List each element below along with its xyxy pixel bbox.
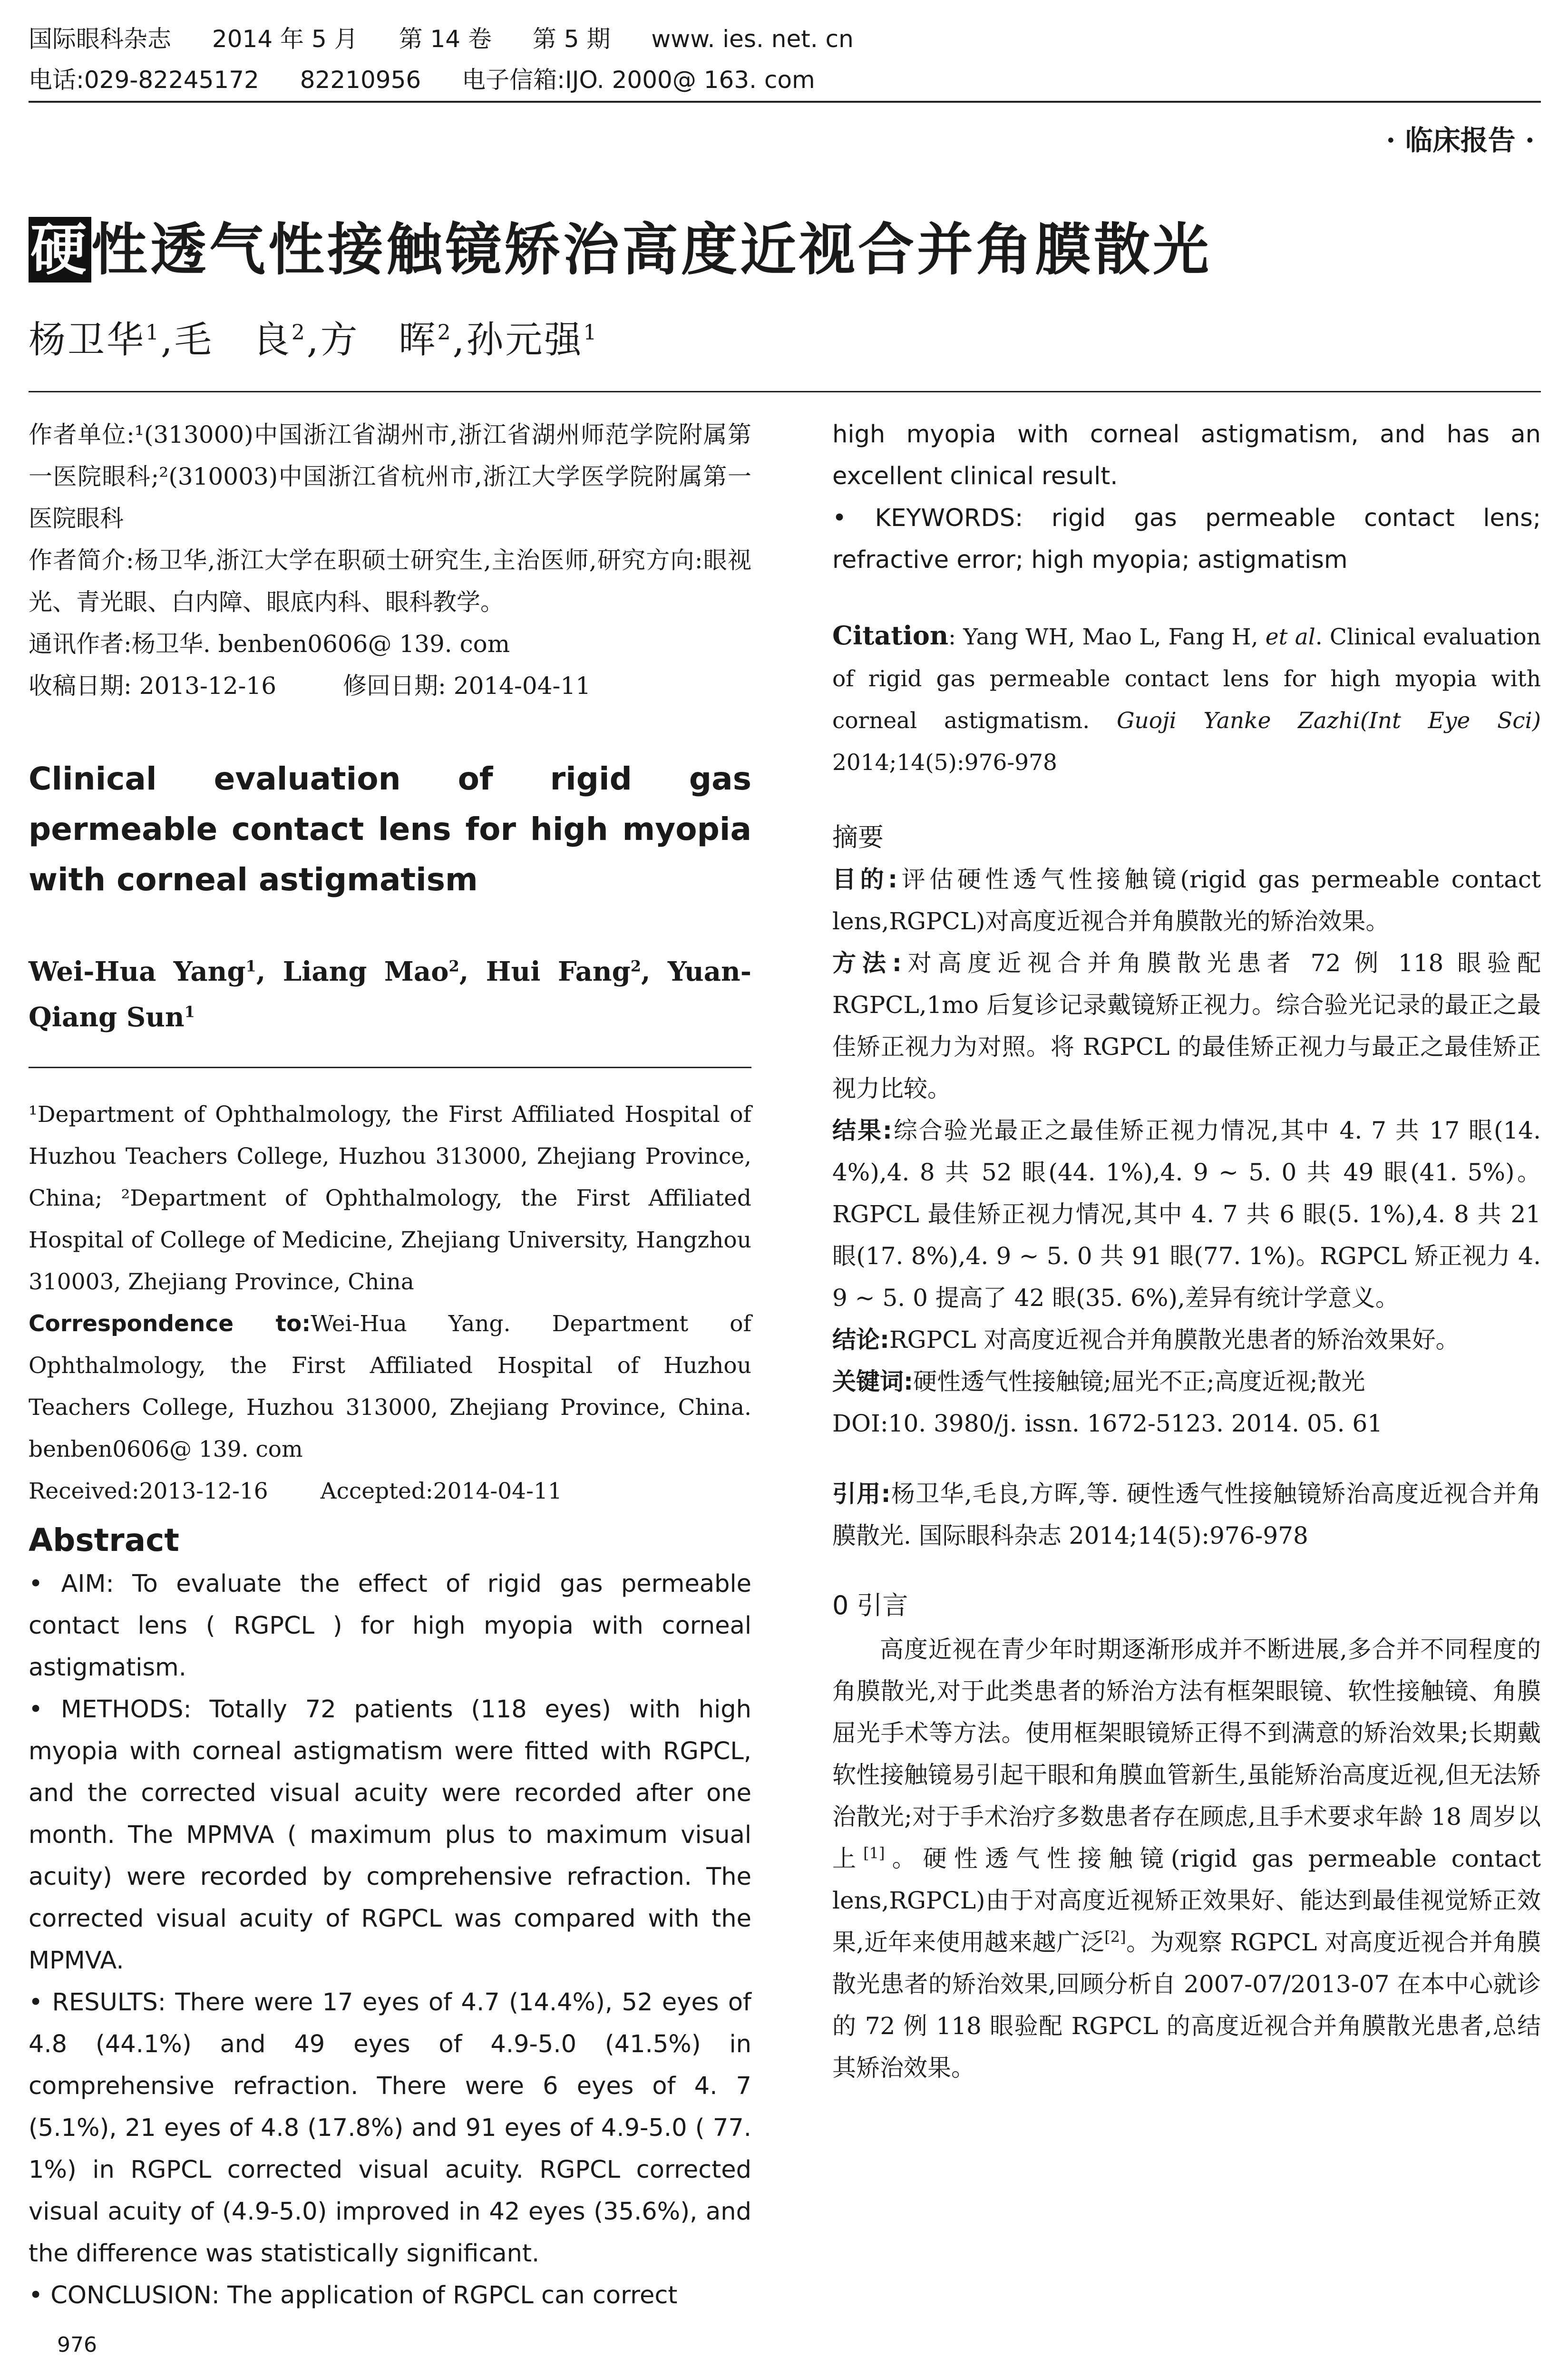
title-en: Clinical evaluation of rigid gas permeable contact lens for high myopia with corneal astigmatism [29,760,751,898]
abstract-methods: • METHODS: Totally 72 patients (118 eyes) with high myopia with corneal astigmatism were fitted with RGPCL, and the corrected visual acuity were recorded after one month. The MPMVA ( maximum plus to maximum visual acuity) were recorded by comprehensive refraction. The corrected visual acuity of RGPCL was compared with the MPMVA. [29,1695,751,1975]
dates-cn [29,665,751,707]
author-cn-3-sup: 2 [437,321,453,345]
intro-text-1: 高度近视在青少年时期逐渐形成并不断进展,多合并不同程度的角膜散光,对于此类患者的矫治方法有框架眼镜、软性接触镜、角膜屈光手术等方法。使用框架眼镜矫正得不到满意的矫治效果;长期戴软性接触镜易引起干眼和角膜血管新生,虽能矫治高度近视,但无法矫治散光;对于手术治疗多数患者存在顾虑,且手术要求年龄 18 周岁以上 [832,1636,1541,1872]
results-label-cn: 结果: [832,1117,892,1144]
aim-label-cn: 目的: [832,866,898,893]
methods-text-cn: 对高度近视合并角膜散光患者 72 例 118 眼验配 RGPCL,1mo 后复诊记录戴镜矫正视力。综合验光记录的最正之最佳矫正视力为对照。将 RGPCL 的最佳矫正视力与最正之最佳矫正视力比较。 [832,949,1541,1102]
received-date-cn: 收稿日期: 2013-12-16 [29,672,277,700]
affiliation-en-block [29,1094,751,1512]
methods-label-cn: 方法: [832,949,902,977]
author-en-3-sup: 2 [630,957,642,975]
correspondence-en-label: Correspondence to: [29,1311,311,1337]
correspondence-en [29,1303,751,1471]
citation-journal: Guoji Yanke Zazhi(Int Eye Sci) [1116,708,1541,734]
volume: 第 14 卷 [399,25,492,53]
authors-en [29,949,751,1040]
results-text-cn: 综合验光最正之最佳矫正视力情况,其中 4. 7 共 17 眼(14. 4%),4. 8 共 52 眼(44. 1%),4. 9 ~ 5. 0 共 49 眼(41. 5%)。RGPCL 最佳矫正视力情况,其中 4. 7 共 6 眼(5. 1%),4. 8 共 21 眼(17. 8%),4. 9 ~ 5. 0 共 91 眼(77. 1%)。RGPCL 矫正视力 4. 9 ~ 5. 0 提高了 42 眼(35. 6%),差异有统计学意义。 [832,1117,1541,1312]
citation-cn [832,1473,1541,1557]
citation-text-2: . Clinical evaluation of rigid gas permeable contact lens for high myopia with corneal astigmatism. [832,624,1541,734]
page-number: 976 [57,2333,97,2357]
author-cn-1: 杨卫华 [29,319,146,361]
ref-2-link[interactable]: [2] [1104,1928,1126,1946]
abstract-conclusion-end: high myopia with corneal astigmatism, and has an excellent clinical result. [832,420,1541,490]
affiliation-divider [29,1067,751,1068]
author-intro-cn: 作者简介:杨卫华,浙江大学在职硕士研究生,主治医师,研究方向:眼视光、青光眼、白内障、眼底内科、眼科教学。 [29,546,751,616]
affiliation-en: ¹Department of Ophthalmology, the First Affiliated Hospital of Huzhou Teachers College, Huzhou 313000, Zhejiang Province, China; ²Department of Ophthalmology, the First Affiliated Hospital of College of Medicine, Zhejiang University, Hangzhou 310003, Zhejiang Province, China [29,1101,751,1295]
author-en-3: , Hui Fang [459,956,631,987]
keywords-text-cn: 硬性透气性接触镜;屈光不正;高度近视;散光 [913,1368,1365,1395]
intro-text-3: 。为观察 RGPCL 对高度近视合并角膜散光患者的矫治效果,回顾分析自 2007-07/2013-07 在本中心就诊的 72 例 118 眼验配 RGPCL 的高度近视合并角膜散光患者,总结其矫治效果。 [832,1929,1541,2082]
abstract-cn-conclusion [832,1319,1541,1361]
conclusion-label-cn: 结论: [832,1326,889,1354]
correspondence-cn: 通讯作者:杨卫华. benben0606@ 139. com [29,630,510,658]
accepted-date-en: Accepted:2014-04-11 [320,1478,562,1504]
title-cn [29,205,1212,285]
abstract-conclusion-start: • CONCLUSION: The application of RGPCL can correct [29,2281,678,2309]
citation-label: Citation [832,620,949,651]
citation-text: : Yang WH, Mao L, Fang H, [948,624,1266,650]
author-cn-4-sup: 1 [583,321,599,345]
intro-paragraph [832,1628,1541,2089]
authors-cn [29,310,598,363]
right-column [832,414,1541,2089]
section-tag: · 临床报告 · [1386,124,1535,156]
author-en-2: , Liang Mao [256,956,449,987]
abstract-cn-methods [832,942,1541,1110]
title-cn-rest: 性透气性接触镜矫治高度近视合并角膜散光 [91,217,1212,283]
title-cn-first-char: 硬 [29,217,91,283]
author-cn-4: ,孙元强 [452,319,584,361]
citation-text-3: 2014;14(5):976-978 [832,750,1057,776]
authors-en-block [29,949,751,1040]
citation-cn-text: 杨卫华,毛良,方晖,等. 硬性透气性接触镜矫治高度近视合并角膜散光. 国际眼科杂志 2014;14(5):976-978 [832,1480,1541,1549]
aim-text-cn: 评估硬性透气性接触镜(rigid gas permeable contact lens,RGPCL)对高度近视合并角膜散光的矫治效果。 [832,866,1541,935]
journal-header-line1 [29,20,887,54]
author-en-1: Wei-Hua Yang [29,956,246,987]
author-cn-2: ,毛 良 [161,319,292,361]
author-en-4-sup: 1 [184,1003,195,1021]
correspondence-en-text: Wei-Hua Yang. Department of Ophthalmology, the First Affiliated Hospital of Huzhou Teachers College, Huzhou 313000, Zhejiang Province, China. benben0606@ 139. com [29,1311,751,1462]
left-column [29,414,751,707]
conclusion-text-cn: RGPCL 对高度近视合并角膜散光患者的矫治效果好。 [889,1326,1460,1354]
abstract-heading: Abstract [29,1522,179,1559]
received-date-en: Received:2013-12-16 [29,1478,268,1504]
email-link[interactable]: 电子信箱:IJO. 2000@ 163. com [462,66,815,94]
phone-2: 82210956 [300,66,421,94]
author-cn-3: ,方 晖 [306,319,438,361]
issue-date: 2014 年 5 月 [212,25,358,53]
issue-number: 第 5 期 [532,25,611,53]
citation-en [832,614,1541,784]
journal-name: 国际眼科杂志 [29,25,171,53]
revised-date-cn: 修回日期: 2014-04-11 [343,672,591,700]
keywords-label-cn: 关键词: [832,1368,913,1395]
title-en-block [29,754,751,905]
abstract-results: • RESULTS: There were 17 eyes of 4.7 (14.4%), 52 eyes of 4.8 (44.1%) and 49 eyes of 4.9-5.0 (41.5%) in comprehensive refraction. There were 6 eyes of 4. 7 (5.1%), 21 eyes of 4.8 (17.8%) and 91 eyes of 4.9-5.0 ( 77. 1%) in RGPCL corrected visual acuity. RGPCL corrected visual acuity of (4.9-5.0) improved in 42 eyes (35.6%), and the difference was statistically significant. [29,1988,751,2268]
author-en-4: , Yuan-Qiang Sun [29,956,751,1033]
dates-en [29,1471,751,1512]
abstract-keywords-en: • KEYWORDS: rigid gas permeable contact lens; refractive error; high myopia; astigmatism [832,504,1541,574]
phone: 电话:029-82245172 [29,66,259,94]
intro-heading: 0 引言 [832,1590,908,1620]
abstract-cn-aim [832,858,1541,942]
doi: DOI:10. 3980/j. issn. 1672-5123. 2014. 05. 61 [832,1410,1383,1437]
ref-1-link[interactable]: [1] [863,1844,885,1862]
abstract-en-block [29,1522,751,2317]
author-cn-2-sup: 2 [291,321,307,345]
abstract-cn-results [832,1110,1541,1319]
author-en-2-sup: 2 [448,957,459,975]
abstract-cn-keywords [832,1361,1541,1403]
author-cn-1-sup: 1 [146,321,161,345]
author-en-1-sup: 1 [245,957,256,975]
abstract-aim: • AIM: To evaluate the effect of rigid gas permeable contact lens ( RGPCL ) for high myopia with corneal astigmatism. [29,1570,751,1682]
journal-header-line2 [29,61,848,95]
citation-cn-label: 引用: [832,1480,891,1508]
citation-etal: et al [1265,624,1315,650]
abstract-cn-heading: 摘要 [832,822,884,852]
intro-text-2: 。硬性透气性接触镜(rigid gas permeable contact lens,RGPCL)由于对高度近视矫正效果好、能达到最佳视觉矫正效果,近年来使用越来越广泛 [832,1845,1541,1956]
affiliation-cn: 作者单位:¹(313000)中国浙江省湖州市,浙江省湖州师范学院附属第一医院眼科;²(310003)中国浙江省杭州市,浙江大学医学院附属第一医院眼科 [29,421,751,532]
header-rule [29,101,1541,103]
website-link[interactable]: www. ies. net. cn [651,25,854,53]
title-rule [29,391,1541,392]
